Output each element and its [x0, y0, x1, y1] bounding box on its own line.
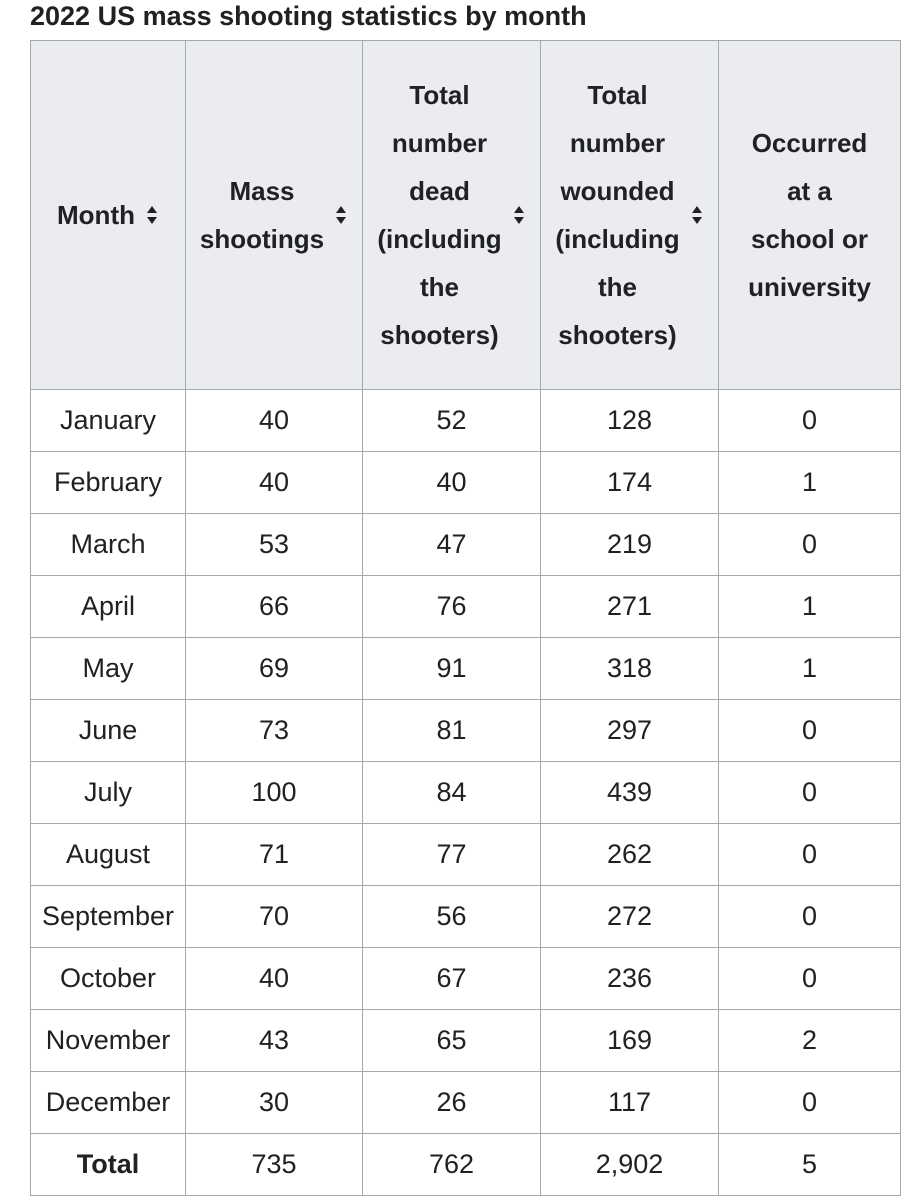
school-cell: 5: [719, 1134, 901, 1196]
table-body: [31, 390, 901, 1196]
month-cell: May: [31, 638, 186, 700]
table-row: [31, 700, 901, 762]
mass-shootings-cell: 66: [186, 576, 363, 638]
month-cell: January: [31, 390, 186, 452]
column-header-month[interactable]: [31, 41, 186, 390]
total-row: [31, 1134, 901, 1196]
total-dead-cell: 81: [363, 700, 541, 762]
sort-up-down-icon[interactable]: [690, 204, 704, 226]
school-cell: 0: [719, 824, 901, 886]
column-header-mass-shootings[interactable]: [186, 41, 363, 390]
table-row: [31, 576, 901, 638]
header-line: (including: [555, 224, 680, 254]
total-dead-cell: 77: [363, 824, 541, 886]
total-wounded-cell: 262: [541, 824, 719, 886]
header-line: the: [419, 272, 459, 302]
school-cell: 0: [719, 390, 901, 452]
table-row: [31, 948, 901, 1010]
total-dead-cell: 26: [363, 1072, 541, 1134]
column-header-label: [57, 191, 135, 239]
header-line: wounded: [560, 176, 675, 206]
mass-shootings-cell: 53: [186, 514, 363, 576]
month-cell: October: [31, 948, 186, 1010]
total-wounded-cell: 117: [541, 1072, 719, 1134]
mass-shootings-cell: 71: [186, 824, 363, 886]
column-header-total-wounded[interactable]: [541, 41, 719, 390]
header-line: school or: [750, 224, 868, 254]
school-cell: 0: [719, 948, 901, 1010]
total-dead-cell: 40: [363, 452, 541, 514]
sort-up-down-icon[interactable]: [512, 204, 526, 226]
school-cell: 1: [719, 576, 901, 638]
total-wounded-cell: 236: [541, 948, 719, 1010]
mass-shootings-cell: 70: [186, 886, 363, 948]
total-wounded-cell: 169: [541, 1010, 719, 1072]
header-line: Occurred: [751, 128, 868, 158]
month-cell: March: [31, 514, 186, 576]
school-cell: 2: [719, 1010, 901, 1072]
header-line: (including: [377, 224, 502, 254]
month-cell: November: [31, 1010, 186, 1072]
month-cell: February: [31, 452, 186, 514]
header-line: Month: [57, 200, 135, 230]
mass-shooting-table: [30, 40, 901, 1196]
total-wounded-cell: 297: [541, 700, 719, 762]
table-row: [31, 638, 901, 700]
total-wounded-cell: 439: [541, 762, 719, 824]
total-dead-cell: 47: [363, 514, 541, 576]
table-viewport[interactable]: [0, 40, 871, 1200]
column-header-label: [377, 71, 501, 359]
school-cell: 0: [719, 700, 901, 762]
month-cell: Total: [31, 1134, 186, 1196]
school-cell: 0: [719, 1072, 901, 1134]
column-header-total-dead[interactable]: [363, 41, 541, 390]
table-caption: 2022 US mass shooting statistics by month: [30, 1, 587, 31]
sort-up-down-icon[interactable]: [145, 204, 159, 226]
header-line: shooters): [380, 320, 499, 350]
total-dead-cell: 84: [363, 762, 541, 824]
header-line: Mass: [229, 176, 295, 206]
header-line: number: [391, 128, 488, 158]
mass-shootings-cell: 40: [186, 948, 363, 1010]
school-cell: 0: [719, 886, 901, 948]
mass-shootings-cell: 69: [186, 638, 363, 700]
total-wounded-cell: 272: [541, 886, 719, 948]
mass-shootings-cell: 735: [186, 1134, 363, 1196]
table-row: [31, 1072, 901, 1134]
column-header-label: [748, 119, 871, 311]
total-wounded-cell: 318: [541, 638, 719, 700]
total-wounded-cell: 271: [541, 576, 719, 638]
month-cell: August: [31, 824, 186, 886]
school-cell: 0: [719, 762, 901, 824]
table-row: [31, 886, 901, 948]
header-line: shooters): [558, 320, 677, 350]
month-cell: December: [31, 1072, 186, 1134]
table-row: [31, 390, 901, 452]
total-wounded-cell: 128: [541, 390, 719, 452]
total-dead-cell: 91: [363, 638, 541, 700]
header-line: shootings: [199, 224, 325, 254]
month-cell: June: [31, 700, 186, 762]
column-header-label: [200, 167, 324, 263]
total-dead-cell: 67: [363, 948, 541, 1010]
header-line: Total: [587, 80, 648, 110]
mass-shootings-cell: 43: [186, 1010, 363, 1072]
mass-shootings-cell: 30: [186, 1072, 363, 1134]
total-dead-cell: 65: [363, 1010, 541, 1072]
mass-shootings-cell: 40: [186, 452, 363, 514]
mass-shootings-cell: 73: [186, 700, 363, 762]
month-cell: September: [31, 886, 186, 948]
total-wounded-cell: 2,902: [541, 1134, 719, 1196]
table-row: [31, 452, 901, 514]
school-cell: 1: [719, 452, 901, 514]
header-line: dead: [409, 176, 470, 206]
total-dead-cell: 56: [363, 886, 541, 948]
header-row: [31, 41, 901, 390]
total-dead-cell: 76: [363, 576, 541, 638]
table-row: [31, 824, 901, 886]
column-header-label: [555, 71, 679, 359]
header-line: university: [748, 272, 871, 302]
mass-shootings-cell: 40: [186, 390, 363, 452]
sort-up-down-icon[interactable]: [334, 204, 348, 226]
mass-shootings-cell: 100: [186, 762, 363, 824]
school-cell: 0: [719, 514, 901, 576]
header-line: number: [569, 128, 666, 158]
table-row: [31, 762, 901, 824]
table-row: [31, 514, 901, 576]
header-line: at a: [787, 176, 832, 206]
total-dead-cell: 762: [363, 1134, 541, 1196]
school-cell: 1: [719, 638, 901, 700]
total-dead-cell: 52: [363, 390, 541, 452]
month-cell: April: [31, 576, 186, 638]
total-wounded-cell: 174: [541, 452, 719, 514]
table-row: [31, 1010, 901, 1072]
total-wounded-cell: 219: [541, 514, 719, 576]
column-header-school-university[interactable]: [719, 41, 901, 390]
header-line: the: [597, 272, 637, 302]
header-line: Total: [409, 80, 470, 110]
month-cell: July: [31, 762, 186, 824]
